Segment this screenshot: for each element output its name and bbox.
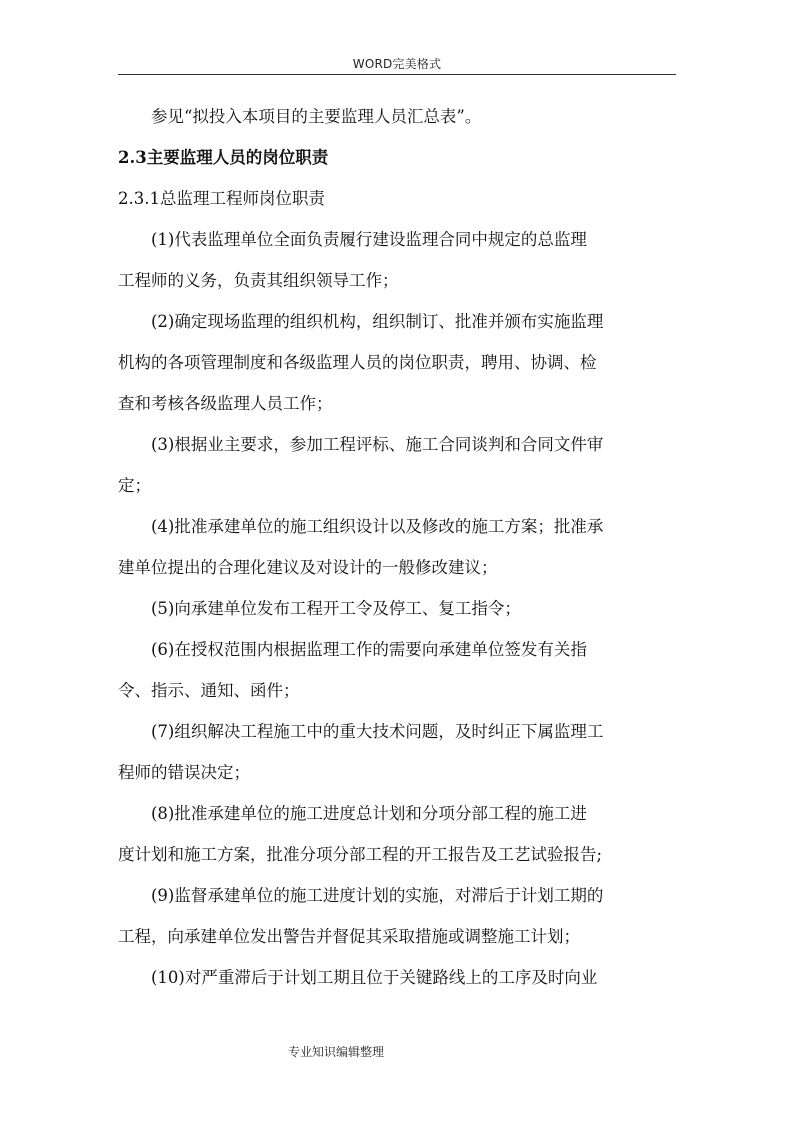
paragraph-line: 令、指示、通知、函件； [118,681,300,700]
paragraph-line: (5)向承建单位发布工程开工令及停工、复工指令； [151,599,521,618]
paragraph-line: (9)监督承建单位的施工进度计划的实施，对滞后于计划工期的 [151,886,604,905]
paragraph-line: (4)批准承建单位的施工组织设计以及修改的施工方案；批准承 [151,517,604,536]
paragraph-line: 工程师的义务，负责其组织领导工作； [118,271,399,290]
paragraph-line: 工程，向承建单位发出警告并督促其采取措施或调整施工计划； [118,927,580,946]
paragraph-line: (1)代表监理单位全面负责履行建设监理合同中规定的总监理 [151,230,587,249]
paragraph-line: 度计划和施工方案，批准分项分部工程的开工报告及工艺试验报告; [118,845,603,864]
paragraph-line: (8)批准承建单位的施工进度总计划和分项分部工程的施工进 [151,804,587,823]
paragraph-line: 查和考核各级监理人员工作； [118,394,333,413]
paragraph-line: 机构的各项管理制度和各级监理人员的岗位职责，聘用、协调、检 [118,353,597,372]
subsection-heading: 2.3.1总监理工程师岗位职责 [118,189,325,208]
paragraph-line: (3)根据业主要求，参加工程评标、施工合同谈判和合同文件审 [151,435,604,454]
paragraph-line: 参见“拟投入本项目的主要监理人员汇总表”。 [151,107,482,126]
document-body [118,96,678,998]
paragraph-line: 定； [118,476,151,495]
paragraph-line: (6)在授权范围内根据监理工作的需要向承建单位签发有关指 [151,640,587,659]
paragraph-line: (10)对严重滞后于计划工期且位于关键路线上的工序及时向业 [151,968,598,987]
page-header: WORD完美格式 [352,57,442,71]
section-heading: 2.3主要监理人员的岗位职责 [118,148,329,167]
paragraph-line: 建单位提出的合理化建议及对设计的一般修改建议； [118,558,498,577]
header-divider [118,74,676,75]
paragraph-line: (2)确定现场监理的组织机构，组织制订、批准并颁布实施监理 [151,312,604,331]
paragraph-line: 程师的错误决定； [118,763,250,782]
page-footer: 专业知识编辑整理 [288,1045,385,1059]
paragraph-line: (7)组织解决工程施工中的重大技术问题，及时纠正下属监理工 [151,722,604,741]
